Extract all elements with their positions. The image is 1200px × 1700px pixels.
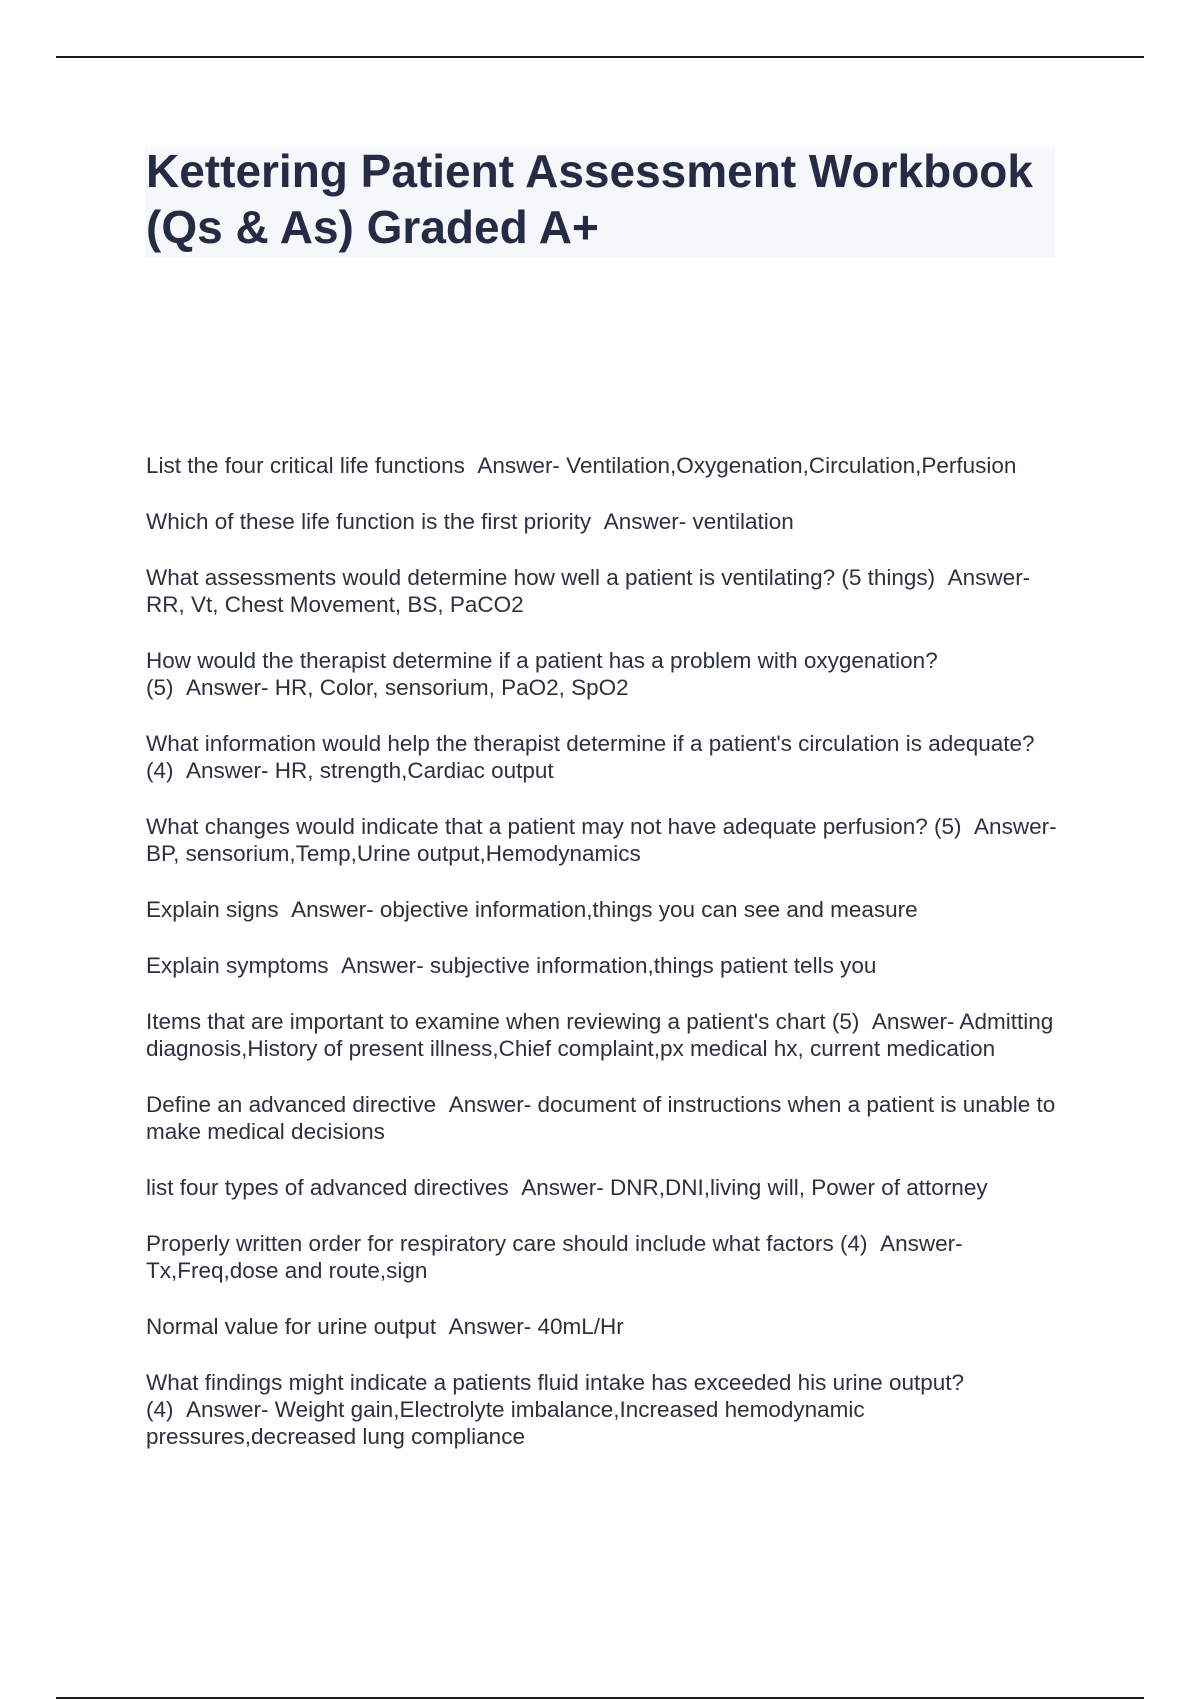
question: Explain signs xyxy=(146,897,279,922)
question: Normal value for urine output xyxy=(146,1314,437,1339)
question: Properly written order for respiratory care should include what factors (4) xyxy=(146,1231,868,1256)
qa-item-2 xyxy=(146,508,1061,535)
qa-item-11 xyxy=(146,1174,1061,1201)
question: What assessments would determine how well a patient is ventilating? (5 things) xyxy=(146,565,936,590)
qa-item-10 xyxy=(146,1091,1061,1145)
qa-item-4 xyxy=(146,647,1061,701)
answer: Answer- subjective information,things patient tells you xyxy=(341,953,877,978)
question: Which of these life function is the first priority xyxy=(146,509,592,534)
answer: Answer- HR, strength,Cardiac output xyxy=(186,758,554,783)
qa-item-1 xyxy=(146,452,1061,479)
answer: Answer- DNR,DNI,living will, Power of attorney xyxy=(521,1175,988,1200)
question: How would the therapist determine if a patient has a problem with oxygenation? (5) xyxy=(146,648,938,700)
footer-rule xyxy=(56,1697,1144,1699)
question: What information would help the therapist determine if a patient's circulation is adequate? (4) xyxy=(146,731,1035,783)
qa-item-6 xyxy=(146,813,1061,867)
qa-item-12 xyxy=(146,1230,1061,1284)
document-title: Kettering Patient Assessment Workbook (Qs & As) Graded A+ xyxy=(146,145,1033,253)
qa-item-13 xyxy=(146,1313,1061,1340)
answer: Answer- HR, Color, sensorium, PaO2, SpO2 xyxy=(186,675,629,700)
qa-item-7 xyxy=(146,896,1061,923)
question: Define an advanced directive xyxy=(146,1092,437,1117)
answer: Answer- RR, Vt, Chest Movement, BS, PaCO2 xyxy=(146,565,1031,617)
qa-item-9 xyxy=(146,1008,1061,1062)
answer: Answer- objective information,things you can see and measure xyxy=(291,897,918,922)
qa-list xyxy=(146,452,1061,1479)
question: list four types of advanced directives xyxy=(146,1175,509,1200)
qa-item-14 xyxy=(146,1369,1061,1450)
answer: Answer- 40mL/Hr xyxy=(448,1314,624,1339)
answer: Answer- Tx,Freq,dose and route,sign xyxy=(146,1231,963,1283)
qa-item-5 xyxy=(146,730,1061,784)
qa-item-8 xyxy=(146,952,1061,979)
answer: Answer- document of instructions when a patient is unable to make medical decisions xyxy=(146,1092,1056,1144)
answer: Answer- Admitting diagnosis,History of present illness,Chief complaint,px medical hx, current medication xyxy=(146,1009,1054,1061)
question: List the four critical life functions xyxy=(146,453,465,478)
qa-item-3 xyxy=(146,564,1061,618)
answer: Answer- Weight gain,Electrolyte imbalance,Increased hemodynamic pressures,decreased lung compliance xyxy=(146,1397,865,1449)
question: What findings might indicate a patients fluid intake has exceeded his urine output? (4) xyxy=(146,1370,965,1422)
answer: Answer- Ventilation,Oxygenation,Circulation,Perfusion xyxy=(477,453,1017,478)
question: Explain symptoms xyxy=(146,953,329,978)
answer: Answer- BP, sensorium,Temp,Urine output,Hemodynamics xyxy=(146,814,1057,866)
header-rule xyxy=(56,56,1144,58)
question: Items that are important to examine when reviewing a patient's chart (5) xyxy=(146,1009,860,1034)
answer: Answer- ventilation xyxy=(603,509,794,534)
question: What changes would indicate that a patient may not have adequate perfusion? (5) xyxy=(146,814,962,839)
